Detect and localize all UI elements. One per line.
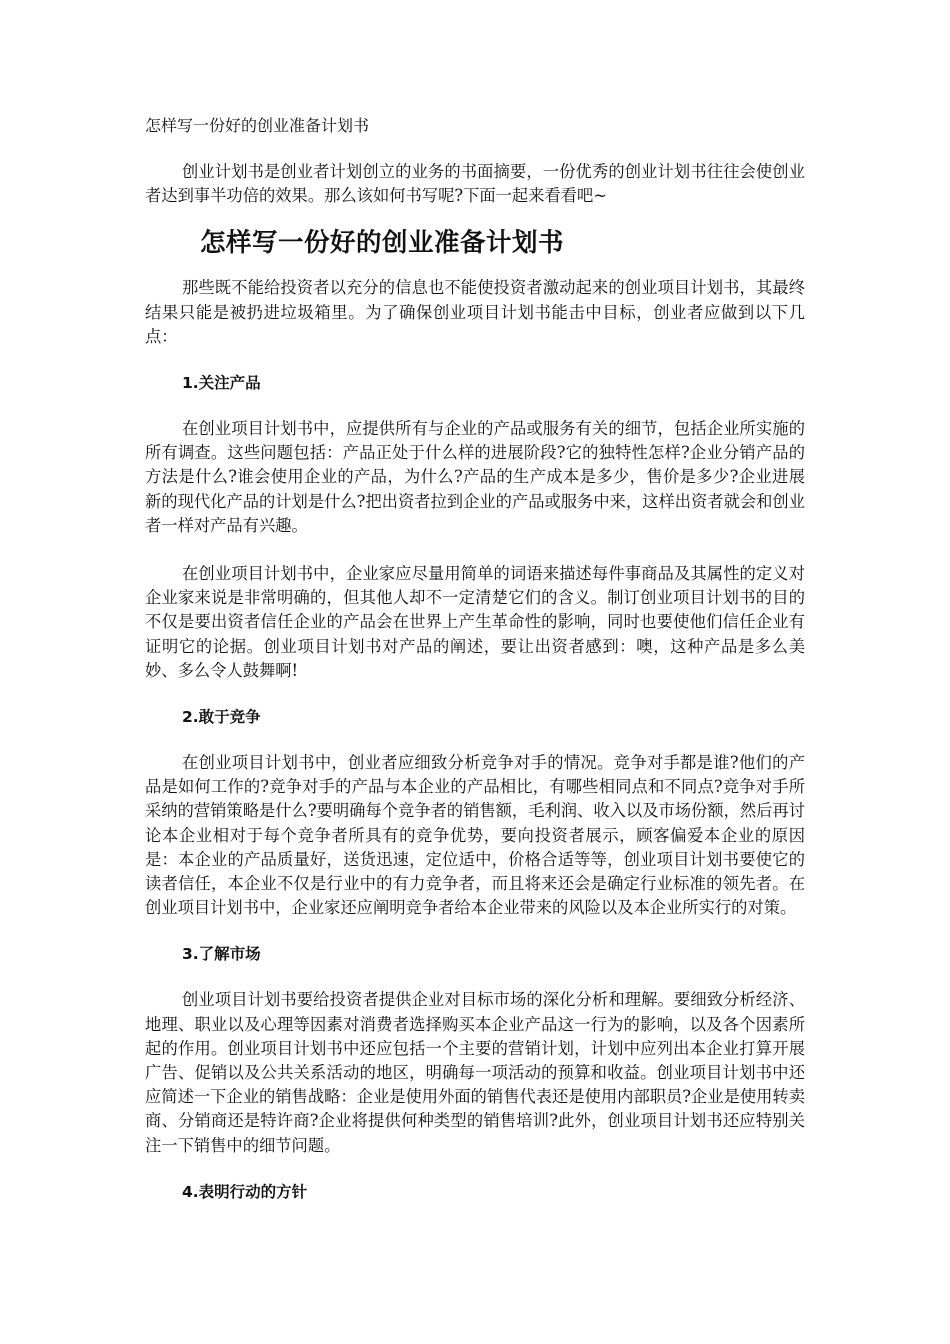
intro-paragraph: 创业计划书是创业者计划创立的业务的书面摘要，一份优秀的创业计划书往往会使创业者达到事半功倍的效果。那么该如何书写呢?下面一起来看看吧~ (145, 162, 805, 206)
section-title-competition: 2.敢于竞争 (182, 708, 261, 727)
section-title-market: 3.了解市场 (182, 945, 261, 964)
section-paragraph: 在创业项目计划书中，应提供所有与企业的产品或服务有关的细节，包括企业所实施的所有调查。这些问题包括：产品正处于什么样的进展阶段?它的独特性怎样?企业分销产品的方法是什么?谁会使用企业的产品，为什么?产品的生产成本是多少，售价是多少?企业进展新的现代化产品的计划是什么?把出资者拉到企业的产品或服务中来，这样出资者就会和创业者一样对产品有兴趣。 (145, 419, 805, 535)
document-title: 怎样写一份好的创业准备计划书 (145, 116, 370, 135)
lead-paragraph: 那些既不能给投资者以充分的信息也不能使投资者激动起来的创业项目计划书，其最终结果只能是被扔进垃圾箱里。为了确保创业项目计划书能击中目标，创业者应做到以下几点： (145, 278, 805, 346)
section-paragraph: 在创业项目计划书中，企业家应尽量用简单的词语来描述每件事商品及其属性的定义对企业家来说是非常明确的，但其他人却不一定清楚它们的含义。制订创业项目计划书的目的不仅是要出资者信任企业的产品会在世界上产生革命性的影响，同时也要使他们信任企业有证明它的论据。创业项目计划书对产品的阐述，要让出资者感到：噢，这种产品是多么美妙、多么令人鼓舞啊! (145, 564, 805, 680)
section-paragraph: 创业项目计划书要给投资者提供企业对目标市场的深化分析和理解。要细致分析经济、地理、职业以及心理等因素对消费者选择购买本企业产品这一行为的影响，以及各个因素所起的作用。创业项目计划书中还应包括一个主要的营销计划，计划中应列出本企业打算开展广告、促销以及公共关系活动的地区，明确每一项活动的预算和收益。创业项目计划书中还应简述一下企业的销售战略：企业是使用外面的销售代表还是使用内部职员?企业是使用转卖商、分销商还是特许商?企业将提供何种类型的销售培训?此外，创业项目计划书还应特别关注一下销售中的细节问题。 (145, 990, 805, 1155)
document-page (145, 114, 805, 1204)
section-paragraph: 在创业项目计划书中，创业者应细致分析竞争对手的情况。竞争对手都是谁?他们的产品是如何工作的?竞争对手的产品与本企业的产品相比，有哪些相同点和不同点?竞争对手所采纳的营销策略是什么?要明确每个竞争者的销售额，毛利润、收入以及市场份额，然后再讨论本企业相对于每个竞争者所具有的竞争优势，要向投资者展示，顾客偏爱本企业的原因是：本企业的产品质量好，送货迅速，定位适中，价格合适等等，创业项目计划书要使它的读者信任，本企业不仅是行业中的有力竞争者，而且将来还会是确定行业标准的领先者。在创业项目计划书中，企业家还应阐明竞争者给本企业带来的风险以及本企业所实行的对策。 (145, 753, 805, 918)
main-heading: 怎样写一份好的创业准备计划书 (200, 228, 565, 259)
section-title-action: 4.表明行动的方针 (182, 1182, 308, 1201)
section-title-product: 1.关注产品 (182, 374, 261, 393)
